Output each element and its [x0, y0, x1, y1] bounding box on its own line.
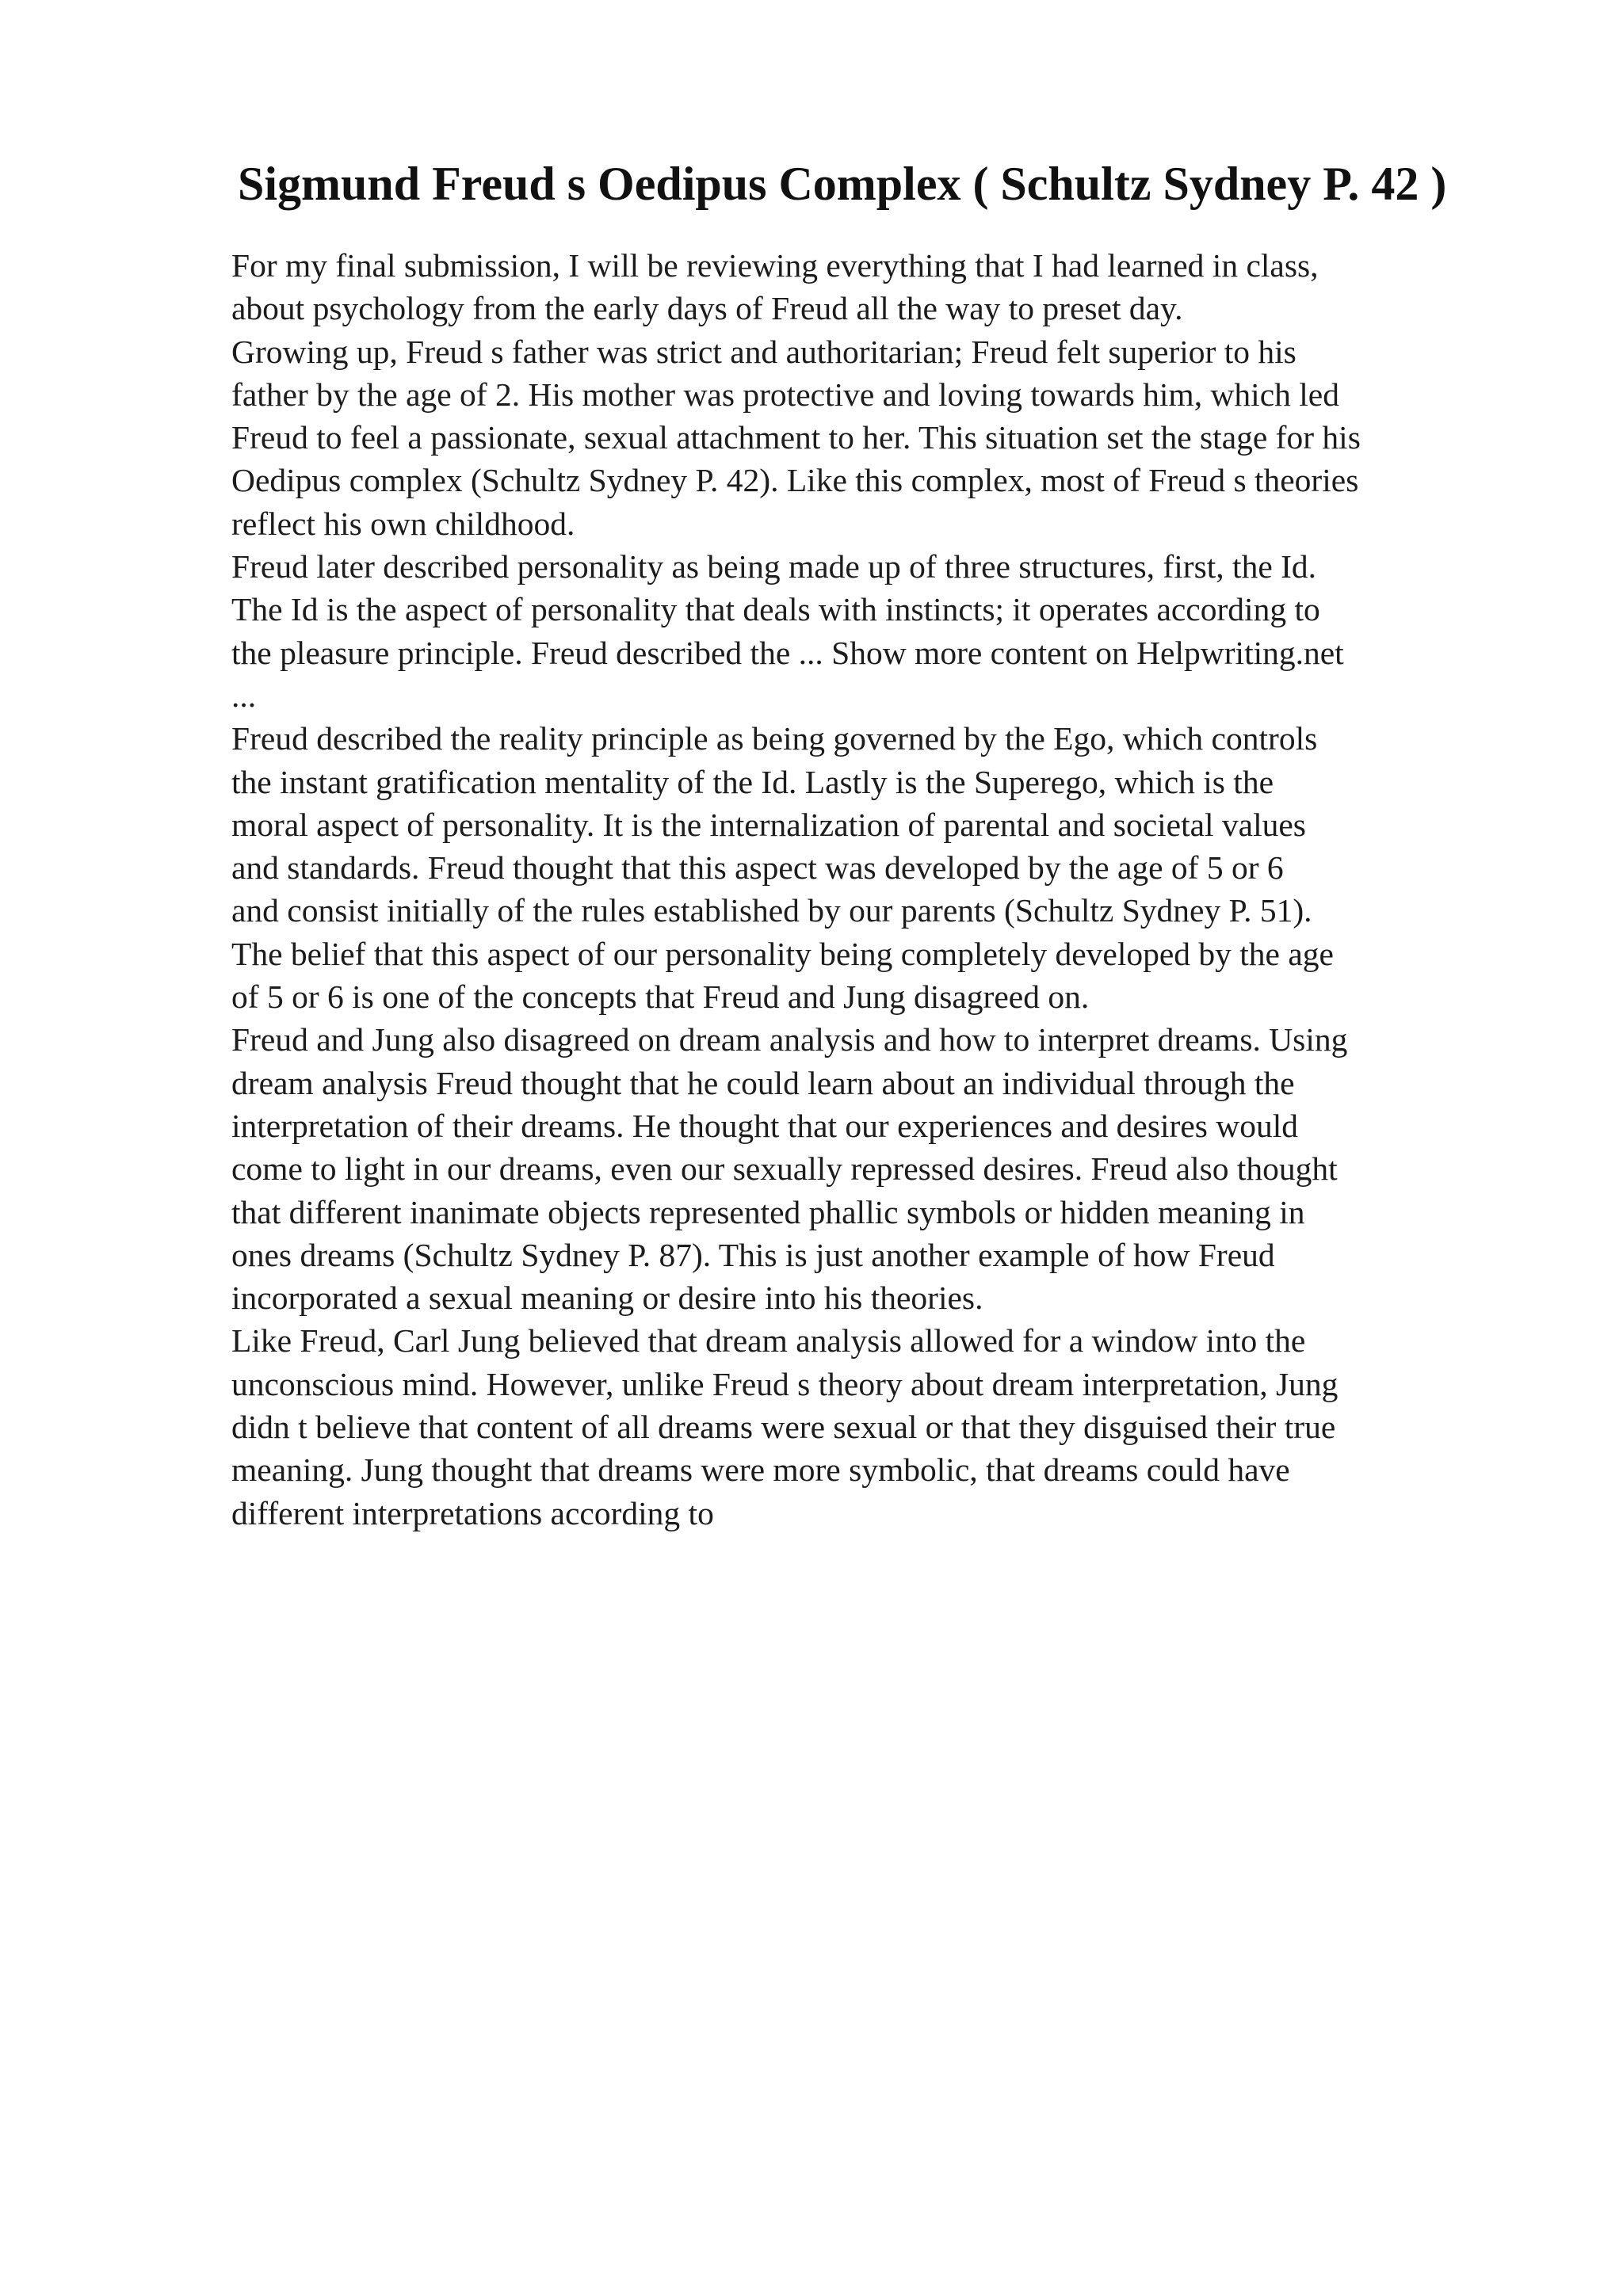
body-line: didn t believe that content of all dreams were sexual or that they disguised their true	[231, 1409, 1336, 1446]
body-line: of 5 or 6 is one of the concepts that Freud and Jung disagreed on.	[231, 978, 1090, 1016]
body-line: ones dreams (Schultz Sydney P. 87). This is just another example of how Freud	[231, 1236, 1275, 1273]
body-line: and consist initially of the rules established by our parents (Schultz Sydney P. 51).	[231, 892, 1312, 929]
document-body	[231, 244, 1531, 1535]
ellipsis-line: ...	[231, 677, 257, 714]
body-line: that different inanimate objects represented phallic symbols or hidden meaning in	[231, 1193, 1305, 1230]
body-line: unconscious mind. However, unlike Freud s theory about dream interpretation, Jung	[231, 1365, 1338, 1402]
body-line: The Id is the aspect of personality that deals with instincts; it operates according to	[231, 591, 1320, 628]
body-line: and standards. Freud thought that this aspect was developed by the age of 5 or 6	[231, 849, 1284, 887]
body-line: meaning. Jung thought that dreams were more symbolic, that dreams could have	[231, 1451, 1290, 1489]
body-line: interpretation of their dreams. He thought that our experiences and desires would	[231, 1107, 1299, 1144]
body-line: Growing up, Freud s father was strict and authoritarian; Freud felt superior to his	[231, 333, 1296, 370]
body-line: come to light in our dreams, even our sexually repressed desires. Freud also thought	[231, 1150, 1338, 1188]
body-line: reflect his own childhood.	[231, 505, 575, 542]
body-line: father by the age of 2. His mother was protective and loving towards him, which led	[231, 376, 1339, 413]
body-line: Oedipus complex (Schultz Sydney P. 42). Like this complex, most of Freud s theories	[231, 462, 1359, 499]
body-line: Freud described the reality principle as being governed by the Ego, which controls	[231, 720, 1318, 757]
body-line: Like Freud, Carl Jung believed that dream analysis allowed for a window into the	[231, 1322, 1306, 1360]
body-line: incorporated a sexual meaning or desire into his theories.	[231, 1280, 983, 1317]
body-line: the instant gratification mentality of the Id. Lastly is the Superego, which is the	[231, 763, 1274, 800]
body-line: different interpretations according to	[231, 1494, 714, 1531]
body-line: Freud to feel a passionate, sexual attachment to her. This situation set the stage for his	[231, 419, 1361, 456]
body-line: For my final submission, I will be reviewing everything that I had learned in class,	[231, 247, 1319, 284]
body-line: moral aspect of personality. It is the internalization of parental and societal values	[231, 806, 1306, 843]
body-line: dream analysis Freud thought that he could learn about an individual through the	[231, 1064, 1295, 1101]
body-line: Freud and Jung also disagreed on dream analysis and how to interpret dreams. Using	[231, 1021, 1348, 1058]
body-line: Freud later described personality as being made up of three structures, first, the Id.	[231, 548, 1317, 585]
document-title: Sigmund Freud s Oedipus Complex ( Schultz Sydney P. 42 )	[238, 158, 1447, 210]
show-more-link-line[interactable]: the pleasure principle. Freud described the ... Show more content on Helpwriting.net	[231, 634, 1344, 671]
body-line: about psychology from the early days of Freud all the way to preset day.	[231, 290, 1183, 327]
body-line: The belief that this aspect of our personality being completely developed by the age	[231, 935, 1334, 972]
